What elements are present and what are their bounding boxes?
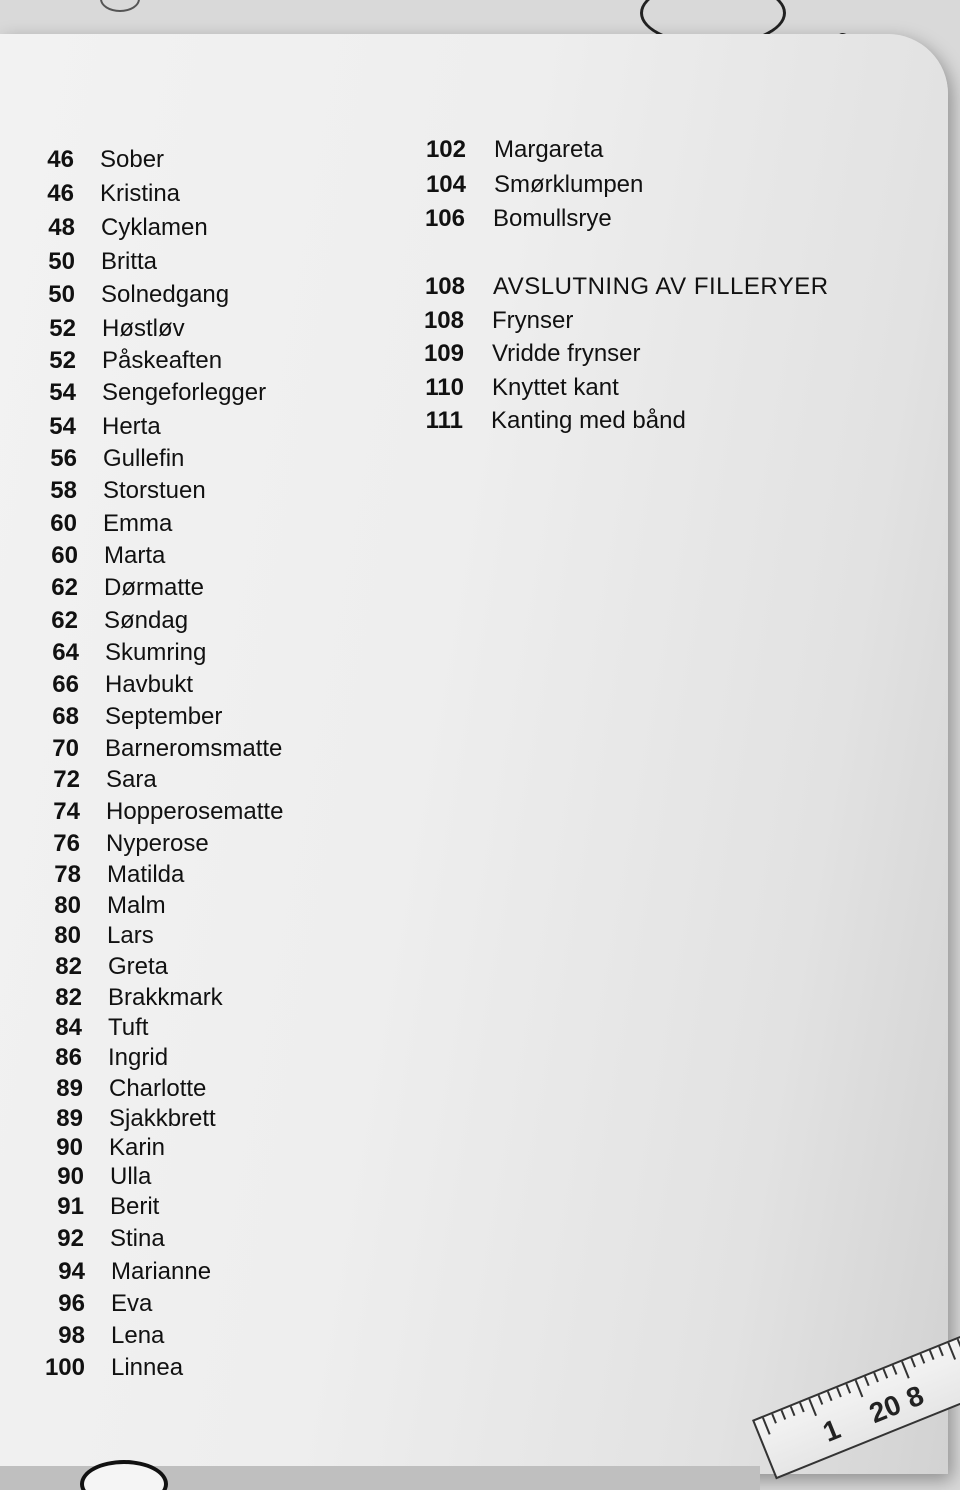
toc-entry-title: Gullefin [103, 445, 185, 472]
toc-entry [0, 703, 380, 733]
toc-page-number: 76 [53, 830, 80, 857]
ruler-tick [873, 1372, 879, 1382]
toc-entry [0, 407, 900, 437]
ruler-tick [771, 1414, 777, 1424]
toc-page-number: 66 [52, 671, 79, 698]
toc-section-heading [0, 273, 900, 303]
toc-page-number: 110 [425, 374, 464, 401]
toc-entry-title: Sara [106, 766, 157, 793]
toc-entry-title: Kanting med bånd [491, 407, 686, 434]
ruler-tick [818, 1395, 824, 1405]
toc-entry-title: Karin [109, 1134, 166, 1161]
toc-page-number: 111 [425, 407, 463, 434]
toc-page-number: 91 [57, 1193, 84, 1220]
toc-entry-title: Berit [110, 1193, 160, 1220]
ruler-tick [799, 1402, 805, 1412]
toc-entry-title: Påskeaften [102, 347, 223, 374]
toc-entry [0, 374, 900, 404]
toc-entry [0, 1225, 380, 1255]
toc-entry-title: Malm [107, 892, 166, 919]
toc-page-number: 46 [47, 146, 74, 173]
toc-entry-title: Sjakkbrett [109, 1105, 216, 1132]
toc-entry-title: Herta [102, 413, 161, 440]
toc-entry-title: Høstløv [102, 315, 185, 342]
toc-page-number: 89 [56, 1075, 83, 1102]
book-page [0, 34, 948, 1474]
toc-entry-title: Barneromsmatte [105, 735, 283, 762]
toc-entry-title: Kristina [100, 180, 181, 207]
toc-entry-title: Havbukt [105, 671, 194, 698]
toc-entry [0, 542, 380, 572]
toc-page-number: 102 [425, 136, 466, 163]
toc-page-number: 92 [57, 1225, 84, 1252]
toc-entry [0, 510, 380, 540]
toc-page-number: 60 [51, 542, 78, 569]
toc-page-number: 78 [54, 861, 81, 888]
toc-page-number: 52 [49, 315, 76, 342]
toc-entry-title: Britta [101, 248, 158, 275]
toc-entry [0, 136, 900, 166]
toc-entry-title: Solnedgang [101, 281, 230, 308]
toc-entry-title: Vridde frynser [492, 340, 641, 367]
ruler-tick [920, 1354, 926, 1364]
toc-entry [0, 892, 380, 922]
toc-page-number: 100 [44, 1354, 85, 1381]
toc-entry [0, 1044, 380, 1074]
toc-page-number: 96 [58, 1290, 85, 1317]
decorative-circle [100, 0, 140, 12]
ruler-tick [762, 1417, 771, 1434]
toc-page-number: 56 [50, 445, 77, 472]
ruler-tick [938, 1346, 944, 1356]
toc-page-number: 62 [51, 607, 78, 634]
ruler-tick [947, 1342, 956, 1359]
ruler-tick [864, 1376, 870, 1386]
toc-entry [0, 798, 380, 828]
toc-entry [0, 861, 380, 891]
toc-page-number: 80 [54, 922, 81, 949]
toc-entry [0, 953, 380, 983]
toc-page-number: 109 [423, 340, 464, 367]
ruler-number: 8 [901, 1379, 928, 1415]
toc-entry-title: September [105, 703, 223, 730]
ruler-number: 1 [818, 1413, 845, 1448]
toc-entry [0, 639, 380, 669]
toc-entry-title: Marianne [111, 1258, 212, 1285]
toc-page-number: 50 [48, 281, 75, 308]
toc-entry-title: Frynser [492, 307, 574, 334]
toc-entry [0, 1163, 380, 1193]
ruler-tick [892, 1365, 898, 1375]
toc-entry [0, 671, 380, 701]
toc-page-number: 52 [49, 347, 76, 374]
ruler-tick [781, 1410, 787, 1420]
ruler-tick [827, 1391, 833, 1401]
toc-page-number: 80 [54, 892, 81, 919]
toc-entry-title: Skumring [105, 639, 207, 666]
toc-entry-title: Bomullsrye [493, 205, 612, 232]
toc-entry-title: Smørklumpen [494, 171, 644, 198]
toc-entry-title: Greta [108, 953, 169, 980]
toc-entry-title: Lena [111, 1322, 165, 1349]
toc-entry [0, 984, 380, 1014]
toc-entry [0, 1105, 380, 1135]
toc-page-number: 90 [57, 1163, 84, 1190]
toc-page-number: 58 [50, 477, 77, 504]
toc-entry [0, 171, 900, 201]
ruler-tick [910, 1357, 916, 1367]
ruler-tick [855, 1380, 864, 1397]
toc-entry-title: Lars [107, 922, 154, 949]
toc-page-number: 60 [50, 510, 77, 537]
toc-entry [0, 574, 380, 604]
toc-page-number: 104 [425, 171, 466, 198]
toc-entry-title: Marta [104, 542, 166, 569]
toc-entry [0, 205, 900, 235]
toc-entry [0, 477, 380, 507]
toc-entry [0, 1075, 380, 1105]
toc-entry [0, 766, 380, 796]
ruler-tick [790, 1406, 796, 1416]
ruler-tick [929, 1350, 935, 1360]
toc-entry-title: Cyklamen [101, 214, 208, 241]
toc-page-number: 108 [424, 273, 465, 300]
toc-entry-title: Linnea [111, 1354, 184, 1381]
toc-entry [0, 1193, 380, 1223]
ruler-tick [845, 1384, 851, 1394]
ruler-tick [901, 1361, 910, 1378]
toc-entry-title: Matilda [107, 861, 185, 888]
toc-entry [0, 307, 900, 337]
ruler-number: 20 [864, 1388, 906, 1430]
toc-page-number: 48 [48, 214, 75, 241]
toc-entry [0, 830, 380, 860]
toc-entry [0, 1290, 380, 1320]
toc-page-number: 70 [52, 735, 79, 762]
toc-page-number: 86 [55, 1044, 82, 1071]
toc-page-number: 74 [53, 798, 80, 825]
toc-entry-title: Eva [111, 1290, 153, 1317]
toc-entry-title: Sober [100, 146, 165, 173]
toc-entry [0, 1354, 380, 1384]
toc-page-number: 89 [56, 1105, 83, 1132]
toc-entry-title: AVSLUTNING AV FILLERYER [493, 273, 829, 300]
toc-entry-title: Søndag [104, 607, 189, 634]
toc-page-number: 50 [48, 248, 75, 275]
toc-entry [0, 1134, 380, 1164]
toc-entry-title: Nyperose [106, 830, 209, 857]
toc-page-number: 94 [58, 1258, 85, 1285]
toc-entry-title: Hopperosematte [106, 798, 284, 825]
toc-page-number: 72 [53, 766, 80, 793]
toc-entry [0, 1014, 380, 1044]
toc-entry-title: Dørmatte [104, 574, 205, 601]
toc-page-number: 68 [52, 703, 79, 730]
toc-entry-title: Brakkmark [108, 984, 223, 1011]
toc-entry-title: Tuft [108, 1014, 149, 1041]
toc-entry [0, 735, 380, 765]
toc-page-number: 90 [56, 1134, 83, 1161]
toc-entry [0, 340, 900, 370]
toc-page-number: 64 [52, 639, 79, 666]
ruler-tick [883, 1369, 889, 1379]
toc-page-number: 84 [55, 1014, 82, 1041]
toc-entry-title: Stina [110, 1225, 165, 1252]
toc-entry-title: Knyttet kant [492, 374, 619, 401]
toc-page-number: 108 [423, 307, 464, 334]
ruler-tick [836, 1387, 842, 1397]
toc-entry-title: Emma [103, 510, 173, 537]
toc-page-number: 54 [49, 413, 76, 440]
toc-entry [0, 607, 380, 637]
toc-entry [0, 922, 380, 952]
toc-entry-title: Charlotte [109, 1075, 207, 1102]
ruler-tick [808, 1399, 817, 1416]
toc-entry-title: Ingrid [108, 1044, 169, 1071]
toc-entry-title: Storstuen [103, 477, 206, 504]
toc-page-number: 46 [47, 180, 74, 207]
toc-page-number: 82 [55, 984, 82, 1011]
toc-page-number: 54 [49, 379, 76, 406]
toc-entry-title: Ulla [110, 1163, 152, 1190]
toc-page-number: 106 [424, 205, 465, 232]
toc-page-number: 98 [58, 1322, 85, 1349]
toc-entry [0, 1258, 380, 1288]
toc-entry-title: Sengeforlegger [102, 379, 267, 406]
toc-page-number: 82 [55, 953, 82, 980]
toc-entry-title: Margareta [494, 136, 604, 163]
toc-entry [0, 445, 380, 475]
toc-page-number: 62 [51, 574, 78, 601]
toc-entry [0, 1322, 380, 1352]
